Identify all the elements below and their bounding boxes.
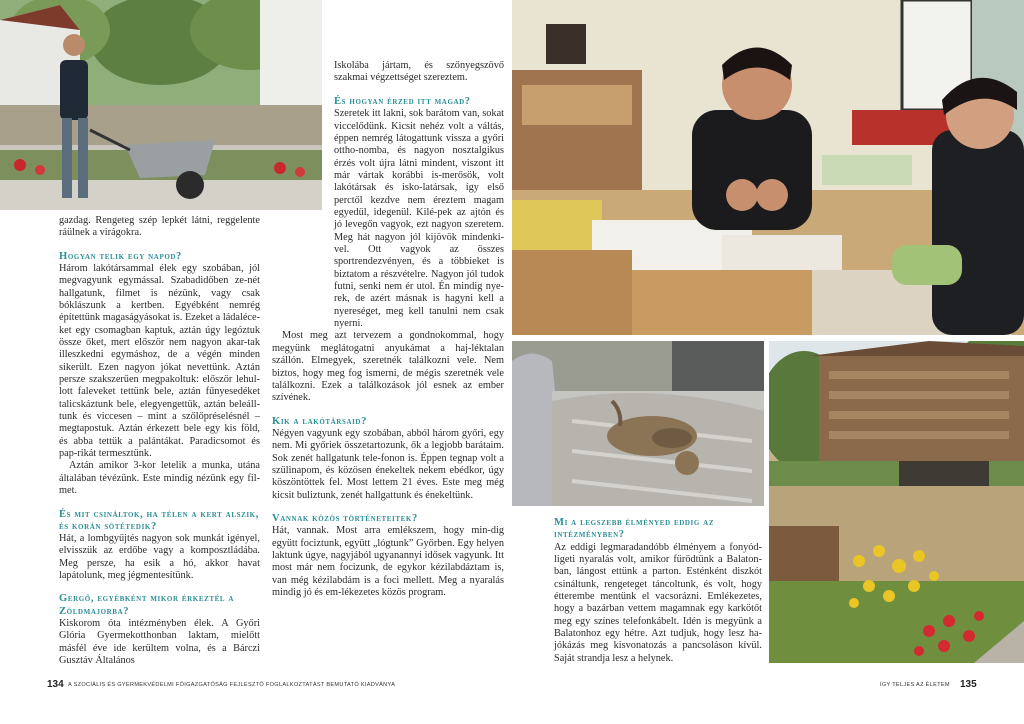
school-paragraph: Iskolába jártam, és szőnyegszövő szakmai végzettséget szereztem. [334, 60, 504, 84]
footer-left: A SZOCIÁLIS ÉS GYERMEKVÉDELMI FŐIGAZGATÓSÁG FEJLESZTŐ FOGLALKOZTATÁST BEMUTATÓ KIADVÁNYA [68, 682, 396, 688]
footer-right: ÍGY TELJES AZ ÉLETEM [880, 682, 950, 688]
answer-best-experience: Az eddigi legmaradandóbb élményem a fonyód-ligeti nyaralás volt, amikor fürödtünk a Balaton-ban, lángost ettünk a parton. Esténként diszkót csináltunk, rengeteget táncoltunk, és volt, hogy étterembe mentünk el vacsorázni. Emlékezetes, hogy a bazárban vettem magamnak egy karkötőt meg egy színes telefonkábelt. Idén is megyünk a Balatonhoz egy hétre. Azt tudjuk, hogy lesz ha-jókázás meg kisvonatozás a pancsoláson kívül. Saját strandja lesz a helynek. [554, 541, 762, 664]
question-shared-stories: Vannak közös történeteitek? [272, 512, 418, 524]
answer-winter: Hát, a lombgyűjtés nagyon sok munkát igényel, elvisszük az erdőbe vagy a komposztládába. Meg persze, ha esik a hó, akkor havat lapátolunk, meg jégmentesítünk. [59, 533, 260, 582]
photo-garden [769, 341, 1024, 663]
text-column-3 [554, 517, 762, 665]
photo-cat-on-sofa [512, 341, 764, 506]
page-number-right: 135 [960, 679, 977, 690]
question-feelings: És hogyan érzed itt magad? [334, 96, 471, 107]
answer-daily-routine-2: Aztán amikor 3-kor letelik a munka, utána általában tévézünk. Este mindig nézünk egy fil-met. [59, 460, 260, 497]
question-arrival: Gergő, egyébként mikor érkeztél a Zöldmajorba? [59, 593, 235, 617]
text-column-2 [272, 96, 504, 599]
answer-shared-stories: Hát, vannak. Most arra emlékszem, hogy min-dig együtt fociztunk, együtt „lógtunk” Győrben. Egy helyen laktunk úgye, nagyjából ugyanannyi idősek vagyunk. Itt most már nem focizunk, de egykor kézilabdáztam is, van még kézilabdám is a foci mellett. Meg a nyaralás mindig jó és em-lékezetes közös program. [272, 525, 504, 598]
answer-feelings-2: Most meg azt tervezem a gondnokommal, hogy megyünk meglátogatni anyukámat a haj-léktalan szállón. Elmegyek, szeretnék találkozni vele. Nem biztos, hogy meg fog ismerni, de mégis szeretnék vele találkozni. Ezek a találkozások jól esnek az ember szívének. [272, 330, 504, 404]
question-daily-routine: Hogyan telik egy napod? [59, 250, 182, 262]
question-roommates: Kik a lakótársaid? [272, 415, 367, 427]
answer-daily-routine: Három lakótársammal élek egy szobában, jól megvagyunk egymással. Szabadidőben ze-nét hallgatunk, filmet is nézünk, vagy csak bóklászunk a kertben. Egyébként nemrég építettünk magaságyásokat is. Ezeket a ládaléce-ket egy csomagban kaptuk, aztán úgy legóztuk össze őket, mert először nem nagyon akar-tak illeszkedni egymáshoz, de a végén minden sikerült. Ezen nagyon jókat nevettünk. Aztán persze szakszerűen megpakoltuk: először lehul-lott faleveket tettünk bele, aztán fűnyesedéket talicskáztunk bele, elegyengettük, aztán beleáll-tunk és viccesen – mint a szőlőpréselésnél – megtapostuk. Aztán érkezett bele egy kis föld, és abba tettük a palántákat. Paradicsomot és pap-rikát termesztünk. [59, 262, 260, 460]
answer-arrival: Kiskorom óta intézményben élek. A Győri Glória Gyermekotthonban laktam, mielőtt másfél éve ide kerültem volna, és a Bárczi Gusztáv Általános [59, 618, 260, 667]
photo-two-young-men [512, 0, 1024, 335]
page-number-left: 134 [47, 679, 64, 690]
text-column-1 [59, 215, 260, 667]
answer-roommates: Négyen vagyunk egy szobában, abból három győri, egy nem. Mi győriek összetartozunk, ők a legjobb barátaim. Sok zenét hallgatunk tele-fonon is. Éppen tegnap volt a szülinapom, és közösen énekeltek nekem ebédkor, úgy köszöntöttek fel. Most lettem 21 éves. Este meg még kicsit buliztunk, zenét hallgattunk és énekeltünk. [272, 427, 504, 501]
text-column-2-top [334, 60, 504, 85]
intro-paragraph: gazdag. Rengeteg szép lepkét látni, reggelente ráülnek a virágokra. [59, 215, 260, 239]
question-best-experience: Mi a legszebb élményed eddig az intézményben? [554, 517, 715, 541]
answer-feelings: Szeretek itt lakni, sok barátom van, sokat viccelődünk. Kicsit nehéz volt a váltás, éppen nemrég látogattunk vissza a győri ottho-nomba, és nagyon nosztalgikus érzés volt újra látni mindent, viszont itt már vártak korábbi is-merősök, volt lakótársak és isko-latársak, így első perctől kezdve nem éreztem magam egyedül, idegenül. Kilé-pek az ajtón és jó levegőn vagyok, ezt nagyon szeretem. Meg hát nagyon jól kijövök mindenki-vel. Ott vagyok az összes sportrendezvényen, és a többieket is biztatom a részvételre. Nagyon jól tudok futni, senki nem ér utol. Én mindig nye-rek, de azért másnak is hagyni kell a nyereséget, meg kell tanulni nem csak nyerni. [334, 108, 504, 330]
question-winter: És mit csináltok, ha télen a kert alszik, és korán sötétedik? [59, 508, 259, 532]
